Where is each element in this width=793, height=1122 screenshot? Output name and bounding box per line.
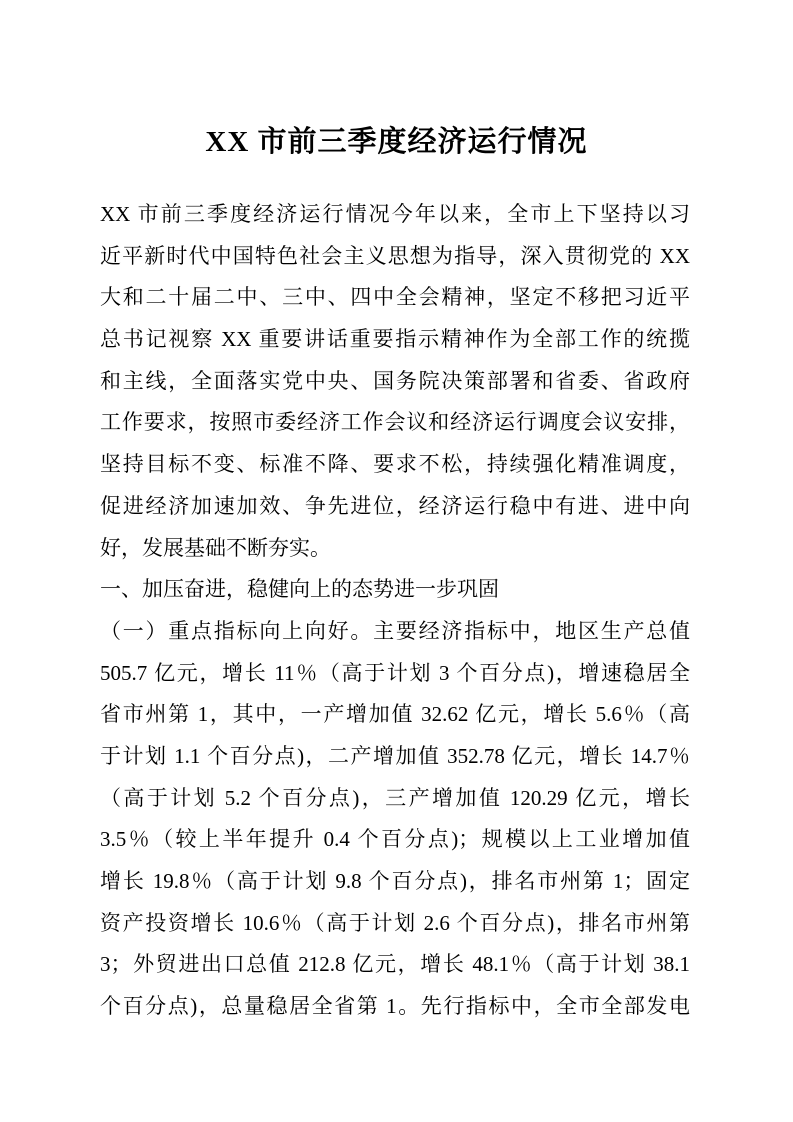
text-line: 和主线，全面落实党中央、国务院决策部署和省委、省政府	[100, 368, 690, 393]
text-line: 资产投资增长 10.6％（高于计划 2.6 个百分点)，排名市州第	[100, 910, 690, 935]
text-line: 大和二十届二中、三中、四中全会精神，坚定不移把习近平	[100, 285, 690, 310]
document-body	[0, 194, 793, 1028]
text-line: 省市州第 1，其中，一产增加值 32.62 亿元，增长 5.6％（高	[100, 702, 690, 727]
text-line: （一）重点指标向上向好。主要经济指标中，地区生产总值	[100, 618, 690, 643]
section-heading-1	[100, 569, 690, 611]
text-line: 促进经济加速加效、争先进位，经济运行稳中有进、进中向	[100, 493, 690, 518]
text-line: 个百分点)，总量稳居全省第 1。先行指标中，全市全部发电	[100, 994, 690, 1019]
text-line: 一、加压奋进，稳健向上的态势进一步巩固	[100, 577, 499, 602]
text-line: 3.5％（较上半年提升 0.4 个百分点)；规模以上工业增加值	[100, 827, 690, 852]
text-line: 3；外贸进出口总值 212.8 亿元，增长 48.1％（高于计划 38.1	[100, 952, 690, 977]
text-line: 505.7 亿元，增长 11％（高于计划 3 个百分点)，增速稳居全	[100, 660, 690, 685]
indicators-paragraph	[100, 611, 690, 1028]
text-line: （高于计划 5.2 个百分点)，三产增加值 120.29 亿元，增长	[100, 785, 690, 810]
text-line: 增长 19.8％（高于计划 9.8 个百分点)，排名市州第 1；固定	[100, 869, 690, 893]
text-line: XX 市前三季度经济运行情况今年以来，全市上下坚持以习	[100, 202, 690, 226]
text-line: 近平新时代中国特色社会主义思想为指导，深入贯彻党的 XX	[100, 243, 690, 268]
text-line: 坚持目标不变、标准不降、要求不松，持续强化精准调度，	[100, 452, 690, 477]
text-line: 工作要求，按照市委经济工作会议和经济运行调度会议安排，	[100, 410, 690, 435]
text-line: 总书记视察 XX 重要讲话重要指示精神作为全部工作的统揽	[100, 327, 690, 352]
document-title: XX 市前三季度经济运行情况	[205, 126, 588, 158]
intro-paragraph	[100, 194, 690, 569]
text-line: 好，发展基础不断夯实。	[100, 535, 331, 560]
text-line: 于计划 1.1 个百分点)，二产增加值 352.78 亿元，增长 14.7％	[100, 743, 690, 768]
